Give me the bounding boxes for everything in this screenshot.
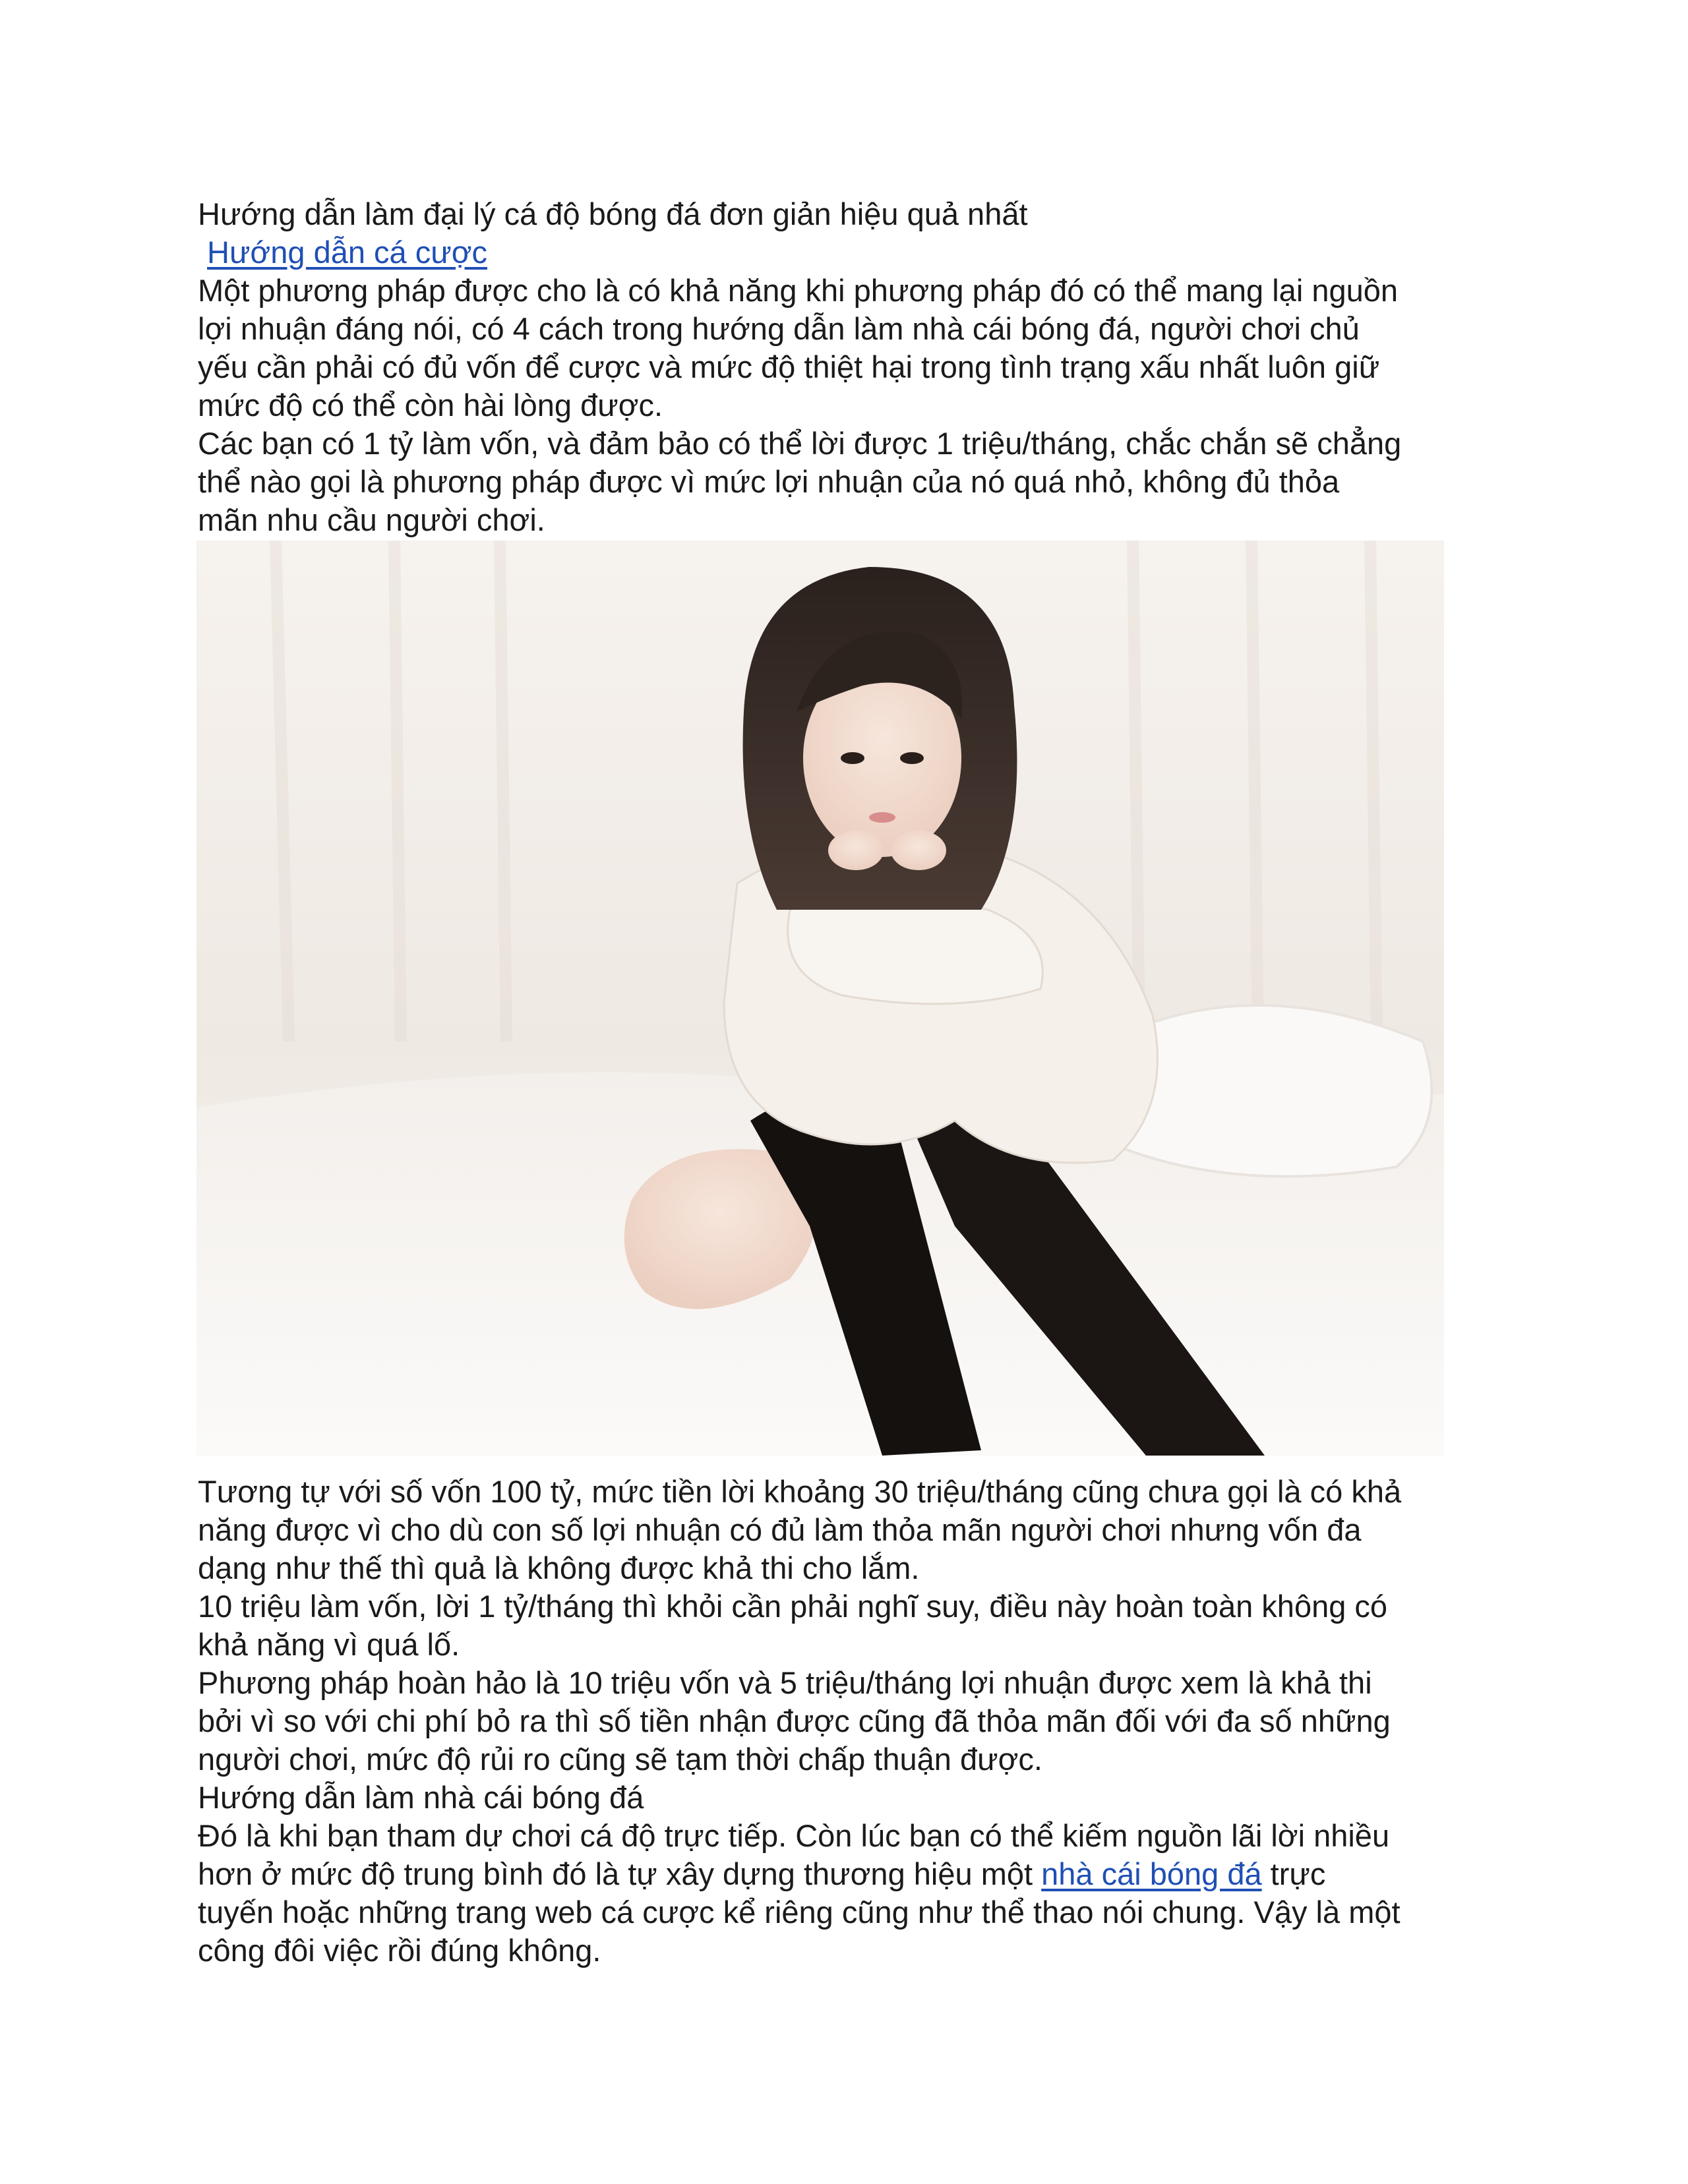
paragraph-line: khả năng vì quá lố. [198, 1627, 460, 1662]
document-page [198, 195, 1490, 1970]
paragraph-6 [198, 1817, 1490, 1970]
section-subheading: Hướng dẫn làm nhà cái bóng đá [198, 1780, 644, 1815]
paragraph-line: mức độ có thể còn hài lòng được. [198, 388, 663, 423]
paragraph-line: người chơi, mức độ rủi ro cũng sẽ tạm thời chấp thuận được. [198, 1742, 1042, 1777]
paragraph-line: năng được vì cho dù con số lợi nhuận có đủ làm thỏa mãn người chơi nhưng vốn đa [198, 1512, 1362, 1547]
paragraph-line: dạng như thế thì quả là không được khả thi cho lắm. [198, 1550, 920, 1585]
paragraph-1 [198, 272, 1490, 425]
photo-illustration [196, 541, 1444, 1456]
paragraph-2 [198, 425, 1490, 539]
paragraph-line: yếu cần phải có đủ vốn để cược và mức độ thiệt hại trong tình trạng xấu nhất luôn giữ [198, 349, 1380, 384]
paragraph-line: tuyến hoặc những trang web cá cược kể riêng cũng như thể thao nói chung. Vậy là một [198, 1895, 1401, 1930]
paragraph-line: thể nào gọi là phương pháp được vì mức lợi nhuận của nó quá nhỏ, không đủ thỏa [198, 464, 1340, 499]
document-title: Hướng dẫn làm đại lý cá độ bóng đá đơn giản hiệu quả nhất [198, 196, 1028, 231]
paragraph-3 [198, 1473, 1490, 1587]
paragraph-5 [198, 1664, 1490, 1779]
paragraph-text: hơn ở mức độ trung bình đó là tự xây dựng thương hiệu một [198, 1856, 1042, 1891]
betting-guide-link[interactable]: Hướng dẫn cá cược [207, 235, 488, 270]
paragraph-line: Tương tự với số vốn 100 tỷ, mức tiền lời khoảng 30 triệu/tháng cũng chưa gọi là có khả [198, 1474, 1402, 1509]
paragraph-4 [198, 1587, 1490, 1664]
paragraph-line: lợi nhuận đáng nói, có 4 cách trong hướng dẫn làm nhà cái bóng đá, người chơi chủ [198, 311, 1360, 346]
top-link-line [198, 233, 1490, 272]
paragraph-line-with-link [198, 1855, 1490, 1893]
paragraph-text: trực [1261, 1856, 1326, 1891]
paragraph-line: 10 triệu làm vốn, lời 1 tỷ/tháng thì khỏi cần phải nghĩ suy, điều này hoàn toàn không có [198, 1589, 1388, 1624]
paragraph-line: bởi vì so với chi phí bỏ ra thì số tiền nhận được cũng đã thỏa mãn đối với đa số những [198, 1703, 1391, 1738]
paragraph-line: công đôi việc rồi đúng không. [198, 1933, 601, 1968]
bookmaker-link[interactable]: nhà cái bóng đá [1041, 1856, 1262, 1891]
article-photo [196, 541, 1444, 1456]
paragraph-line: mãn nhu cầu người chơi. [198, 502, 545, 537]
paragraph-line: Các bạn có 1 tỷ làm vốn, và đảm bảo có thể lời được 1 triệu/tháng, chắc chắn sẽ chẳng [198, 426, 1402, 461]
paragraph-line: Đó là khi bạn tham dự chơi cá độ trực tiếp. Còn lúc bạn có thể kiếm nguồn lãi lời nhiều [198, 1818, 1390, 1853]
paragraph-line: Một phương pháp được cho là có khả năng khi phương pháp đó có thể mang lại nguồn [198, 273, 1399, 308]
paragraph-line: Phương pháp hoàn hảo là 10 triệu vốn và 5 triệu/tháng lợi nhuận được xem là khả thi [198, 1665, 1372, 1700]
